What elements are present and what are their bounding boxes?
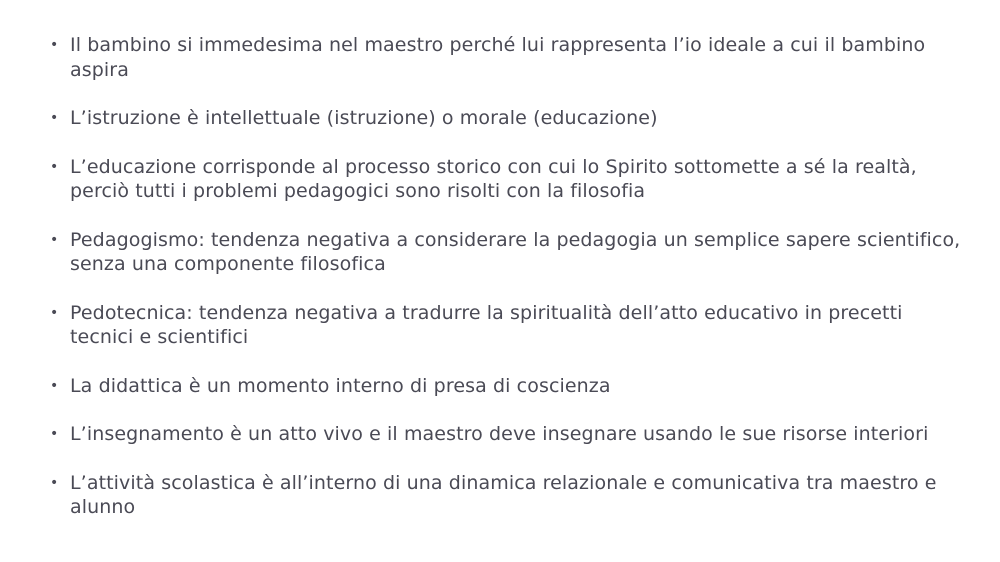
bullet-item: [48, 106, 968, 131]
bullet-item: [48, 228, 968, 277]
bullet-text: Pedagogismo: tendenza negativa a considerare la pedagogia un semplice sapere scientifico, senza una componente filosofica: [70, 228, 961, 275]
bullet-text: L’attività scolastica è all’interno di una dinamica relazionale e comunicativa tra maestro e alunno: [70, 471, 937, 518]
bullet-dot: •: [50, 474, 59, 491]
bullet-item: [48, 471, 968, 520]
bullet-text: L’educazione corrisponde al processo storico con cui lo Spirito sottomette a sé la realtà, perciò tutti i problemi pedagogici sono risolti con la filosofia: [70, 155, 917, 202]
bullet-dot: •: [50, 231, 59, 248]
bullet-dot: •: [50, 110, 59, 126]
bullet-item: [48, 301, 968, 350]
bullet-dot: •: [50, 426, 59, 442]
bullet-dot: •: [50, 158, 59, 175]
bullet-text: L’istruzione è intellettuale (istruzione) o morale (educazione): [70, 107, 658, 129]
bullet-dot: •: [50, 304, 59, 321]
bullet-dot: •: [50, 377, 59, 394]
bullet-text: Pedotecnica: tendenza negativa a tradurre la spiritualità dell’atto educativo in precetti tecnici e scientifici: [70, 301, 903, 348]
bullet-item: [48, 374, 968, 399]
bullet-item: [48, 155, 968, 204]
bullet-text: L’insegnamento è un atto vivo e il maestro deve insegnare usando le sue risorse interiori: [70, 423, 929, 445]
bullet-text: Il bambino si immedesima nel maestro perché lui rappresenta l’io ideale a cui il bambino aspira: [70, 34, 926, 81]
bullet-list: [48, 33, 968, 544]
bullet-item: [48, 33, 968, 82]
bullet-item: [48, 422, 968, 447]
bullet-text: La didattica è un momento interno di presa di coscienza: [70, 374, 611, 397]
bullet-dot: •: [50, 37, 59, 53]
